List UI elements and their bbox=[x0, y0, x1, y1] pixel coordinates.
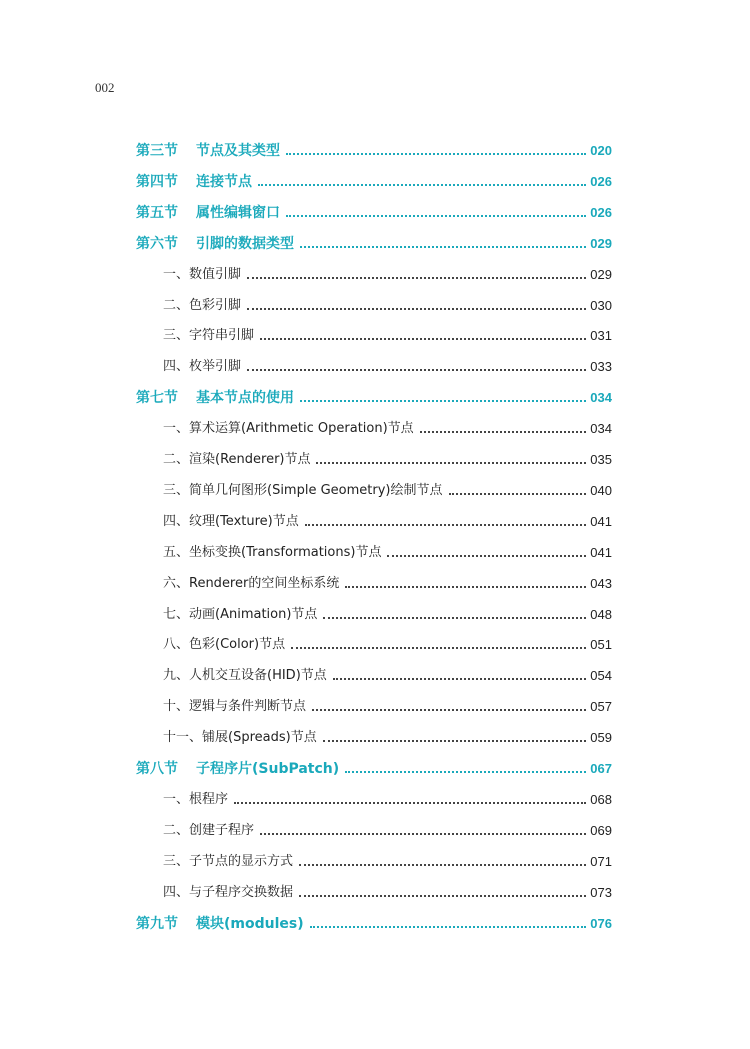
toc-subentry[interactable] bbox=[163, 507, 612, 537]
entry-page-number: 048 bbox=[590, 606, 612, 622]
entry-title: 一、根程序 bbox=[163, 791, 229, 807]
toc-section-entry[interactable] bbox=[136, 909, 612, 939]
toc-subentry[interactable] bbox=[163, 291, 612, 321]
entry-title: 六、Renderer的空间坐标系统 bbox=[163, 575, 340, 591]
dot-leader bbox=[286, 213, 586, 217]
toc-subentry[interactable] bbox=[163, 692, 612, 722]
dot-leader bbox=[286, 151, 586, 155]
entry-page-number: 041 bbox=[590, 544, 612, 560]
entry-page-number: 020 bbox=[590, 143, 612, 158]
dot-leader bbox=[260, 336, 586, 340]
entry-title: 七、动画(Animation)节点 bbox=[163, 606, 318, 622]
toc-subentry[interactable] bbox=[163, 260, 612, 290]
dot-leader bbox=[333, 676, 587, 680]
toc-subentry[interactable] bbox=[163, 723, 612, 753]
toc-subentry[interactable] bbox=[163, 569, 612, 599]
dot-leader bbox=[323, 738, 587, 742]
entry-page-number: 054 bbox=[590, 668, 612, 684]
dot-leader bbox=[323, 615, 586, 619]
entry-page-number: 076 bbox=[590, 915, 612, 931]
toc-section-entry[interactable] bbox=[136, 754, 612, 784]
entry-title: 属性编辑窗口 bbox=[196, 204, 280, 221]
section-number: 第九节 bbox=[136, 915, 178, 932]
toc-subentry[interactable] bbox=[163, 600, 612, 630]
entry-title: 三、简单几何图形(Simple Geometry)绘制节点 bbox=[163, 482, 443, 498]
entry-title: 三、子节点的显示方式 bbox=[163, 853, 294, 869]
entry-page-number: 035 bbox=[590, 452, 612, 467]
entry-page-number: 029 bbox=[590, 266, 612, 282]
entry-title: 九、人机交互设备(HID)节点 bbox=[163, 668, 327, 684]
toc-section-entry[interactable] bbox=[136, 198, 612, 228]
entry-title: 引脚的数据类型 bbox=[196, 235, 294, 252]
toc-subentry[interactable] bbox=[163, 445, 612, 475]
toc-subentry[interactable] bbox=[163, 538, 612, 568]
toc-subentry[interactable] bbox=[163, 785, 612, 815]
dot-leader bbox=[234, 800, 586, 804]
entry-page-number: 041 bbox=[590, 513, 612, 529]
toc-section-entry[interactable] bbox=[136, 167, 612, 197]
toc-subentry[interactable] bbox=[163, 816, 612, 846]
dot-leader bbox=[300, 244, 586, 248]
section-number: 第五节 bbox=[136, 204, 178, 221]
entry-page-number: 071 bbox=[590, 853, 612, 869]
entry-title: 十、逻辑与条件判断节点 bbox=[163, 699, 307, 715]
entry-title: 一、数值引脚 bbox=[163, 266, 242, 282]
dot-leader bbox=[291, 645, 586, 649]
entry-page-number: 034 bbox=[590, 421, 612, 437]
entry-page-number: 026 bbox=[590, 173, 612, 189]
toc-subentry[interactable] bbox=[163, 476, 612, 506]
dot-leader bbox=[312, 707, 586, 711]
toc-subentry[interactable] bbox=[163, 878, 612, 908]
toc-subentry[interactable] bbox=[163, 414, 612, 444]
dot-leader bbox=[449, 491, 587, 495]
dot-leader bbox=[345, 584, 586, 588]
entry-page-number: 069 bbox=[590, 822, 612, 838]
section-number: 第七节 bbox=[136, 390, 178, 407]
entry-page-number: 031 bbox=[590, 328, 612, 344]
toc-section-entry[interactable] bbox=[136, 383, 612, 413]
toc-subentry[interactable] bbox=[163, 352, 612, 382]
dot-leader bbox=[305, 522, 587, 526]
entry-page-number: 073 bbox=[590, 884, 612, 900]
entry-title: 四、纹理(Texture)节点 bbox=[163, 513, 299, 529]
section-number: 第六节 bbox=[136, 235, 178, 252]
entry-page-number: 030 bbox=[590, 297, 612, 313]
toc-subentry[interactable] bbox=[163, 630, 612, 660]
dot-leader bbox=[300, 398, 586, 402]
toc-subentry[interactable] bbox=[163, 847, 612, 877]
dot-leader bbox=[247, 306, 586, 310]
dot-leader bbox=[299, 862, 586, 866]
toc-subentry[interactable] bbox=[163, 661, 612, 691]
entry-page-number: 043 bbox=[590, 575, 612, 591]
toc-section-entry[interactable] bbox=[136, 136, 612, 166]
entry-title: 二、渲染(Renderer)节点 bbox=[163, 452, 311, 467]
toc-subentry[interactable] bbox=[163, 321, 612, 351]
entry-page-number: 029 bbox=[590, 235, 612, 251]
entry-title: 二、色彩引脚 bbox=[163, 297, 242, 313]
entry-title: 四、与子程序交换数据 bbox=[163, 884, 294, 900]
entry-page-number: 051 bbox=[590, 637, 612, 653]
entry-title: 连接节点 bbox=[196, 173, 252, 190]
dot-leader bbox=[345, 769, 586, 773]
entry-page-number: 026 bbox=[590, 204, 612, 220]
dot-leader bbox=[247, 367, 586, 371]
entry-page-number: 068 bbox=[590, 791, 612, 807]
dot-leader bbox=[260, 831, 586, 835]
dot-leader bbox=[387, 553, 586, 557]
entry-title: 十一、铺展(Spreads)节点 bbox=[163, 730, 317, 746]
dot-leader bbox=[247, 275, 586, 279]
entry-page-number: 067 bbox=[590, 761, 612, 776]
entry-title: 五、坐标变换(Transformations)节点 bbox=[163, 544, 382, 560]
entry-title: 模块(modules) bbox=[196, 915, 304, 932]
dot-leader bbox=[310, 924, 587, 928]
page-number: 002 bbox=[95, 80, 115, 95]
entry-title: 三、字符串引脚 bbox=[163, 328, 255, 344]
dot-leader bbox=[299, 893, 586, 897]
section-number: 第三节 bbox=[136, 143, 178, 159]
entry-page-number: 040 bbox=[590, 482, 612, 498]
entry-page-number: 059 bbox=[590, 730, 612, 746]
entry-title: 子程序片(SubPatch) bbox=[196, 761, 340, 777]
entry-page-number: 034 bbox=[590, 390, 612, 406]
dot-leader bbox=[316, 460, 586, 464]
section-number: 第四节 bbox=[136, 173, 178, 190]
entry-title: 基本节点的使用 bbox=[196, 390, 294, 407]
entry-title: 四、枚举引脚 bbox=[163, 359, 242, 375]
toc-section-entry[interactable] bbox=[136, 229, 612, 259]
section-number: 第八节 bbox=[136, 761, 178, 777]
entry-title: 二、创建子程序 bbox=[163, 822, 255, 838]
entry-title: 一、算术运算(Arithmetic Operation)节点 bbox=[163, 421, 414, 437]
entry-page-number: 057 bbox=[590, 699, 612, 715]
dot-leader bbox=[258, 182, 586, 186]
entry-page-number: 033 bbox=[590, 359, 612, 375]
entry-title: 节点及其类型 bbox=[196, 143, 280, 159]
dot-leader bbox=[420, 429, 587, 433]
entry-title: 八、色彩(Color)节点 bbox=[163, 637, 286, 653]
